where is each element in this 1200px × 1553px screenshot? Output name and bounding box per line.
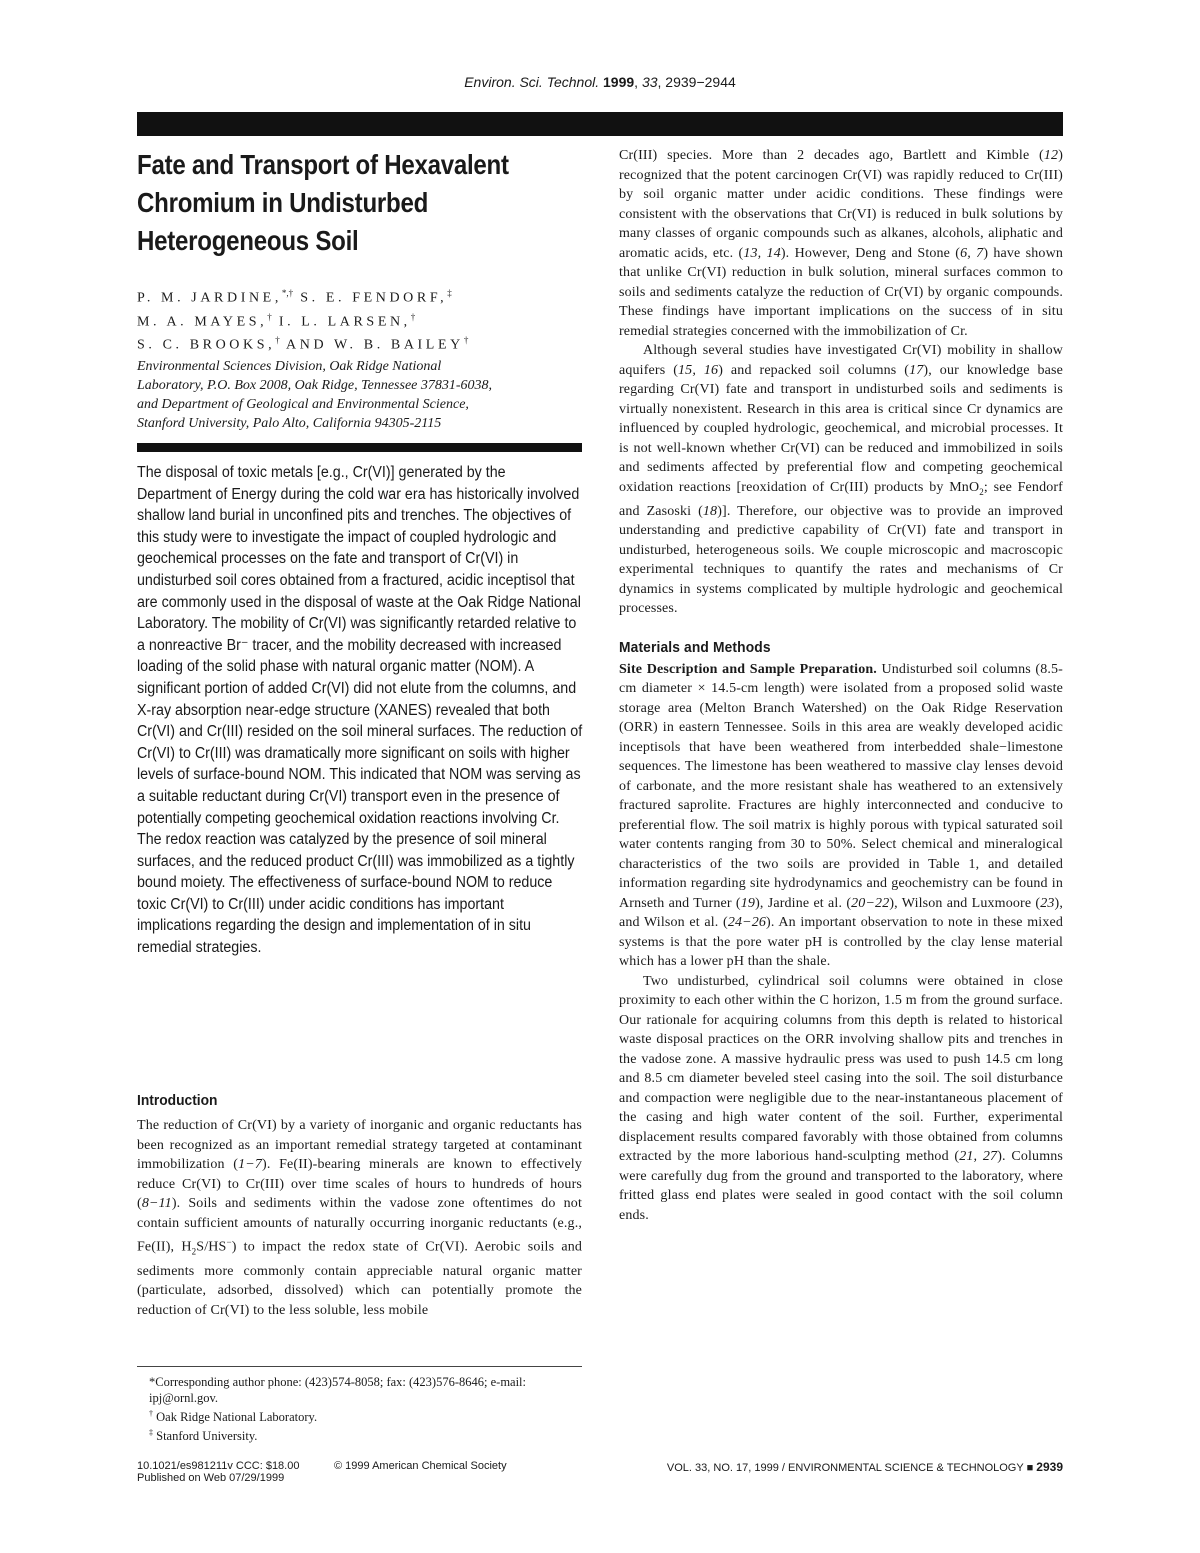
footnote-text: Stanford University. — [153, 1429, 258, 1444]
text-run: ) have shown that unlike Cr(VI) reduction in bulk solution, mineral surfaces common to soils and sediments catalyze the reduction of Cr(VI) by organic compounds. These findings have important implications on the success of in situ remedial strategies concerned with the immobilization of Cr. — [619, 245, 1063, 339]
text-run: ) to impact the redox state of Cr(VI). Aerobic soils and sediments more commonly contain appreciable natural organic matter (particulate, adsorbed, dissolved) which can potentially promote the reduction of Cr(VI) to the less soluble, less mobile — [137, 1239, 582, 1318]
author-mark: *,† — [281, 288, 294, 298]
author-list — [137, 284, 582, 355]
text-run: ; see Fendorf and Zasoski ( — [619, 479, 1063, 519]
author: S. E. FENDORF, — [293, 290, 448, 306]
reference: 19 — [740, 895, 756, 911]
reference: 1−7 — [238, 1157, 263, 1172]
footer-page-number: 2939 — [1036, 1460, 1063, 1474]
affiliation-line: Stanford University, Palo Alto, California 94305-2115 — [137, 415, 442, 431]
paragraph — [619, 146, 1063, 341]
reference: 8−11 — [141, 1196, 172, 1211]
left-column-header — [137, 146, 582, 433]
top-rule-bar — [137, 112, 1063, 136]
reference: 20−22 — [851, 895, 890, 911]
footnote-affiliation — [137, 1406, 582, 1425]
footer-journal: VOL. 33, NO. 17, 1999 / ENVIRONMENTAL SCIENCE & TECHNOLOGY — [666, 1462, 1024, 1474]
author-mark: † — [410, 311, 416, 322]
superscript: − — [226, 1237, 232, 1247]
running-head: Environ. Sci. Technol. 1999, 33, 2939−2944 — [464, 74, 736, 90]
reference: 15, 16 — [678, 362, 719, 378]
footnote-rule — [137, 1366, 582, 1367]
text-run: ), our knowledge base regarding Cr(VI) fate and transport in undisturbed soils and sediments is virtually nonexistent. Research in this area is critical since Cr dynamics are influenced by coupled hydrologic, geochemical, and microbial processes. It is not well-known whether Cr(VI) can be reduced and immobilized in soils and sediments affected by preferential flow and competing geochemical oxidation reactions [reoxidation of Cr(III) products by MnO — [619, 362, 1063, 495]
footer-doi-block — [137, 1460, 299, 1484]
introduction-text — [137, 1116, 582, 1320]
footnote-mark: ‡ — [149, 1428, 153, 1438]
text-run: ), Jardine et al. ( — [755, 895, 852, 911]
reference: 12 — [1043, 148, 1059, 163]
subscript: 2 — [191, 1246, 197, 1257]
paragraph — [619, 972, 1063, 1226]
text-run: ). Fe(II)-bearing minerals are known to effectively reduce Cr(VI) to Cr(III) over time scales of hours to hundreds of hours ( — [137, 1157, 582, 1211]
reference: 13, 14 — [743, 245, 781, 261]
text-run: )]. Therefore, our objective was to provide an improved understanding and predictive capability of Cr(VI) fate and transport in undisturbed, heterogeneous soils. We couple microscopic and macroscopic experimental techniques to quantify the rates and mechanisms of Cr dynamics in systems complicated by multiple hydrologic and geochemical processes. — [619, 503, 1063, 617]
affiliations — [137, 357, 582, 433]
author: M. A. MAYES, — [137, 314, 268, 330]
author-mark: † — [463, 335, 469, 346]
text-run: Although several studies have investigated Cr(VI) mobility in shallow aquifers ( — [619, 343, 1063, 378]
journal-volume: 33 — [641, 74, 658, 90]
footnote-corresponding: *Corresponding author phone: (423)574-8058; fax: (423)576-8646; e-mail: ipj@ornl.gov. — [149, 1375, 527, 1405]
text-run: ), and Wilson et al. ( — [619, 895, 1063, 931]
author: I. L. LARSEN, — [271, 314, 411, 330]
abstract-text: The disposal of toxic metals [e.g., Cr(VI)] generated by the Department of Energy during the cold war era has historically involved shallow land burial in unconfined pits and trenches. The objectives of this study were to investigate the impact of coupled hydrologic and geochemical processes on the fate and transport of Cr(VI) in undisturbed soil cores obtained from a fractured, acidic inceptisol that are commonly used in the disposal of waste at the Oak Ridge National Laboratory. The mobility of Cr(VI) was significantly retarded relative to a nonreactive Br⁻ tracer, and the mobility decreased with increased loading of the solid phase with natural organic matter (NOM). A significant portion of added Cr(VI) did not elute from the columns, and X-ray absorption near-edge structure (XANES) revealed that both Cr(VI) and Cr(III) resided on the soil mineral surfaces. The reduction of Cr(VI) to Cr(III) was dramatically more significant on soils with higher levels of surface-bound NOM. This indicated that NOM was serving as a suitable reductant during Cr(VI) transport even in the presence of potentially competing geochemical oxidation reactions involving Cr. The redox reaction was catalyzed by the presence of soil mineral surfaces, and the reduced product Cr(III) was immobilized as a tightly bound moiety. The effectiveness of surface-bound NOM to reduce toxic Cr(VI) to Cr(III) under acidic conditions has important implications regarding the design and implementation of in situ remedial strategies. — [137, 464, 583, 957]
text-run: ). Soils and sediments within the vadose zone oftentimes do not contain sufficient amounts of naturally occurring inorganic reductants (e.g., Fe(II), H — [137, 1196, 582, 1255]
footnote-mark: † — [149, 1409, 153, 1418]
text-run: ) and repacked soil columns ( — [718, 362, 910, 378]
run-in-heading: Site Description and Sample Preparation. — [619, 661, 877, 677]
text-run: ). Columns were carefully dug from the ground and transported to the laboratory, where fritted glass end plates were sealed in good contact with the soil column ends. — [619, 1149, 1063, 1223]
abstract — [137, 462, 582, 959]
text-run: ). An important observation to note in these mixed systems is that the pore water pH is controlled by the clay lense material which has a lower pH than the shale. — [619, 915, 1063, 970]
author-mark: † — [267, 311, 272, 322]
methods-heading: Materials and Methods — [619, 638, 771, 656]
footnote-text: Oak Ridge National Laboratory. — [153, 1410, 318, 1425]
title-line: Fate and Transport of Hexavalent — [137, 149, 509, 180]
footer-published: Published on Web 07/29/1999 — [137, 1472, 285, 1484]
author: P. M. JARDINE, — [137, 290, 282, 306]
journal-year: 1999 — [603, 74, 635, 90]
paragraph — [619, 341, 1063, 619]
affiliation-line: Laboratory, P.O. Box 2008, Oak Ridge, Tennessee 37831-6038, — [137, 377, 493, 393]
footer-journal-info — [667, 1460, 1063, 1474]
text-run: ), Wilson and Luxmoore ( — [889, 895, 1041, 911]
footer-copyright: © 1999 American Chemical Society — [334, 1460, 507, 1472]
journal-name: Environ. Sci. Technol. — [464, 74, 600, 90]
subscript: 2 — [979, 486, 984, 497]
reference: 23 — [1040, 895, 1055, 911]
title-line: Heterogeneous Soil — [137, 225, 359, 256]
footer-square-icon: ■ — [1026, 1462, 1034, 1474]
author: AND W. B. BAILEY — [279, 337, 464, 353]
footer-doi: 10.1021/es981211v CCC: $18.00 — [137, 1460, 300, 1472]
reference: 18 — [702, 503, 718, 519]
text-run: S/HS — [196, 1239, 227, 1255]
right-column — [619, 146, 1063, 1225]
paper-title — [137, 146, 550, 260]
paragraph — [619, 660, 1063, 972]
affiliation-line: and Department of Geological and Environmental Science, — [137, 396, 469, 412]
text-run: ). However, Deng and Stone ( — [780, 245, 961, 261]
title-line: Chromium in Undisturbed — [137, 187, 429, 218]
reference: 17 — [909, 362, 924, 378]
text-run: ) recognized that the potent carcinogen Cr(VI) was rapidly reduced to Cr(III) by soil organic matter under acidic conditions. These findings were consistent with the observations that Cr(VI) is reduced in bulk solutions by many classes of organic compounds such as alkanes, alcohols, aliphatic and aromatic acids, etc. ( — [619, 148, 1063, 261]
reference: 21, 27 — [959, 1149, 998, 1165]
reference: 6, 7 — [960, 245, 984, 261]
introduction-heading: Introduction — [137, 1092, 218, 1109]
reference: 24−26 — [727, 915, 767, 931]
affiliation-line: Environmental Sciences Division, Oak Ridge National — [137, 358, 442, 374]
text-run: Undisturbed soil columns (8.5-cm diameter × 14.5-cm length) were isolated from a proposed solid waste storage area (Melton Branch Watershed) on the Oak Ridge Reservation (ORR) in eastern Tennessee. Soils in this area are weakly developed acidic inceptisols that have been weathered from interbedded shale−limestone sequences. The limestone has been weathered to massive clay lenses devoid of carbonate, and the more resistant shale has weathered to an extensively fractured saprolite. Fractures are highly interconnected and conducive to preferential flow. The soil matrix is highly porous with typical saturated soil water contents ranging from 30 to 50%. Select chemical and mineralogical characteristics of the two soils are provided in Table 1, and detailed information regarding site hydrodynamics and geochemistry can be found in Arnseth and Turner ( — [619, 661, 1063, 911]
author: S. C. BROOKS, — [137, 337, 276, 353]
author-mark: ‡ — [447, 288, 452, 298]
paragraph — [137, 1116, 582, 1320]
author-mark: † — [275, 335, 280, 346]
footnote-affiliation — [137, 1425, 582, 1444]
text-run: Two undisturbed, cylindrical soil columns were obtained in close proximity to each other within the C horizon, 1.5 m from the ground surface. Our rationale for acquiring columns from this depth is related to historical waste disposal practices on the ORR involving shallow pits and trenches in the vadose zone. A massive hydraulic press was used to push 14.5 cm long and 8.5 cm diameter beveled steel casing into the soil. The soil disturbance and compaction were negligible due to the near-instantaneous placement of the casing and high water content of the soil. Further, experimental displacement results compared favorably with those obtained from columns extracted by the more laborious hand-sculpting method ( — [619, 973, 1063, 1165]
text-run: The reduction of Cr(VI) by a variety of inorganic and organic reductants has been recognized as an important remedial strategy targeted at contaminant immobilization ( — [137, 1118, 582, 1172]
journal-pages: 2939−2944 — [665, 74, 736, 90]
text-run: Cr(III) species. More than 2 decades ago, Bartlett and Kimble ( — [619, 148, 1044, 163]
abstract-rule-bar — [137, 443, 582, 452]
footnotes — [137, 1374, 582, 1444]
